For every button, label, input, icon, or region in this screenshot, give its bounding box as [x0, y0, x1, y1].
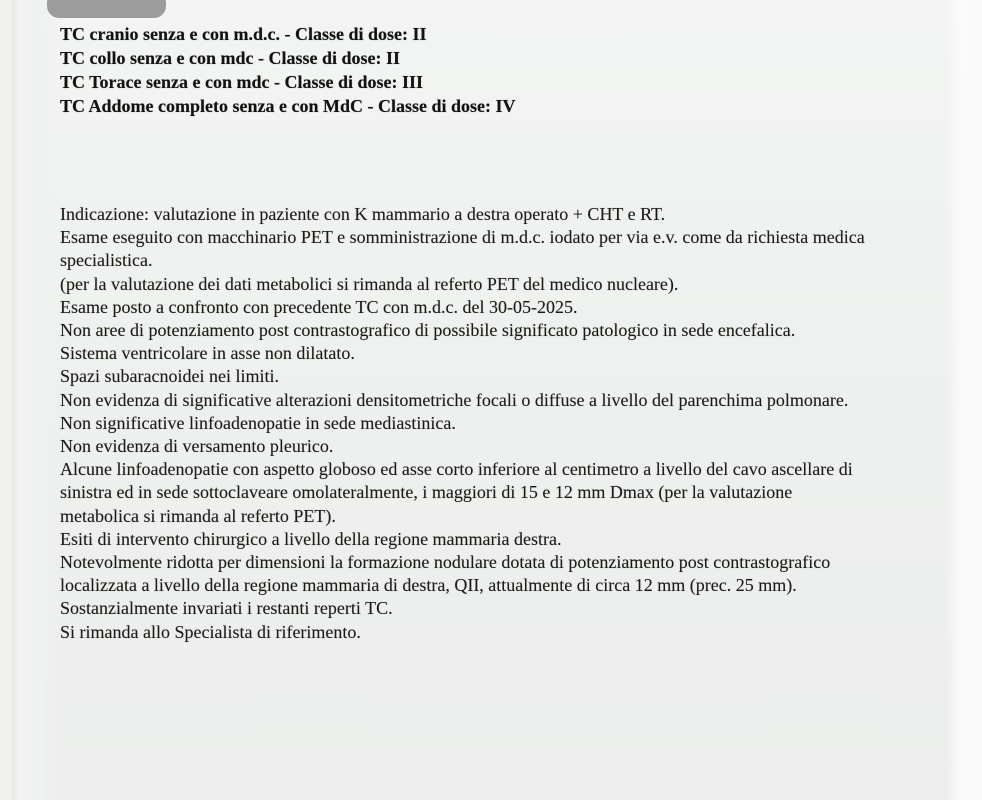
text-line: Notevolmente ridotta per dimensioni la formazione nodulare dotata di potenziamento post contrastografico	[60, 552, 831, 573]
text-line: (per la valutazione dei dati metabolici si rimanda al referto PET del medico nucleare).	[60, 273, 679, 294]
text-line: Non aree di potenziamento post contrastografico di possibile significato patologico in sede encefalica.	[60, 320, 796, 341]
text-line: metabolica si rimanda al referto PET).	[60, 505, 336, 526]
exam-dose-class-header	[60, 22, 515, 118]
text-line: Indicazione: valutazione in paziente con K mammario a destra operato + CHT e RT.	[60, 204, 666, 224]
text-line: TC Addome completo senza e con MdC - Classe di dose: IV	[60, 96, 516, 116]
report-findings-text	[60, 203, 865, 644]
text-line: Non significative linfoadenopatie in sede mediastinica.	[60, 412, 456, 433]
text-line: Non evidenza di significative alterazioni densitometriche focali o diffuse a livello del parenchima polmonare.	[60, 389, 849, 410]
text-line: Alcune linfoadenopatie con aspetto globoso ed asse corto inferiore al centimetro a livello del cavo ascellare di	[60, 459, 853, 480]
text-line: Esame eseguito con macchinario PET e somministrazione di m.d.c. iodato per via e.v. come da richiesta medica	[60, 227, 865, 248]
text-line: Si rimanda allo Specialista di riferimento.	[60, 621, 361, 642]
text-line: sinistra ed in sede sottoclaveare omolateralmente, i maggiori di 15 e 12 mm Dmax (per la valutazione	[60, 482, 793, 503]
text-line: TC cranio senza e con m.d.c. - Classe di dose: II	[60, 24, 427, 44]
text-line: Esame posto a confronto con precedente TC con m.d.c. del 30-05-2025.	[60, 296, 578, 317]
text-line: Non evidenza di versamento pleurico.	[60, 436, 334, 457]
text-line: TC Torace senza e con mdc - Classe di dose: III	[60, 72, 423, 92]
text-line: TC collo senza e con mdc - Classe di dose: II	[60, 48, 400, 68]
text-line: Spazi subaracnoidei nei limiti.	[60, 366, 279, 387]
text-line: localizzata a livello della regione mammaria di destra, QII, attualmente di circa 12 mm (prec. 25 mm).	[60, 575, 797, 596]
text-line: specialistica.	[60, 250, 153, 271]
redaction-blob	[47, 0, 166, 18]
text-line: Sostanzialmente invariati i restanti reperti TC.	[60, 598, 393, 619]
text-line: Esiti di intervento chirurgico a livello della regione mammaria destra.	[60, 528, 562, 549]
text-line: Sistema ventricolare in asse non dilatato.	[60, 343, 355, 364]
